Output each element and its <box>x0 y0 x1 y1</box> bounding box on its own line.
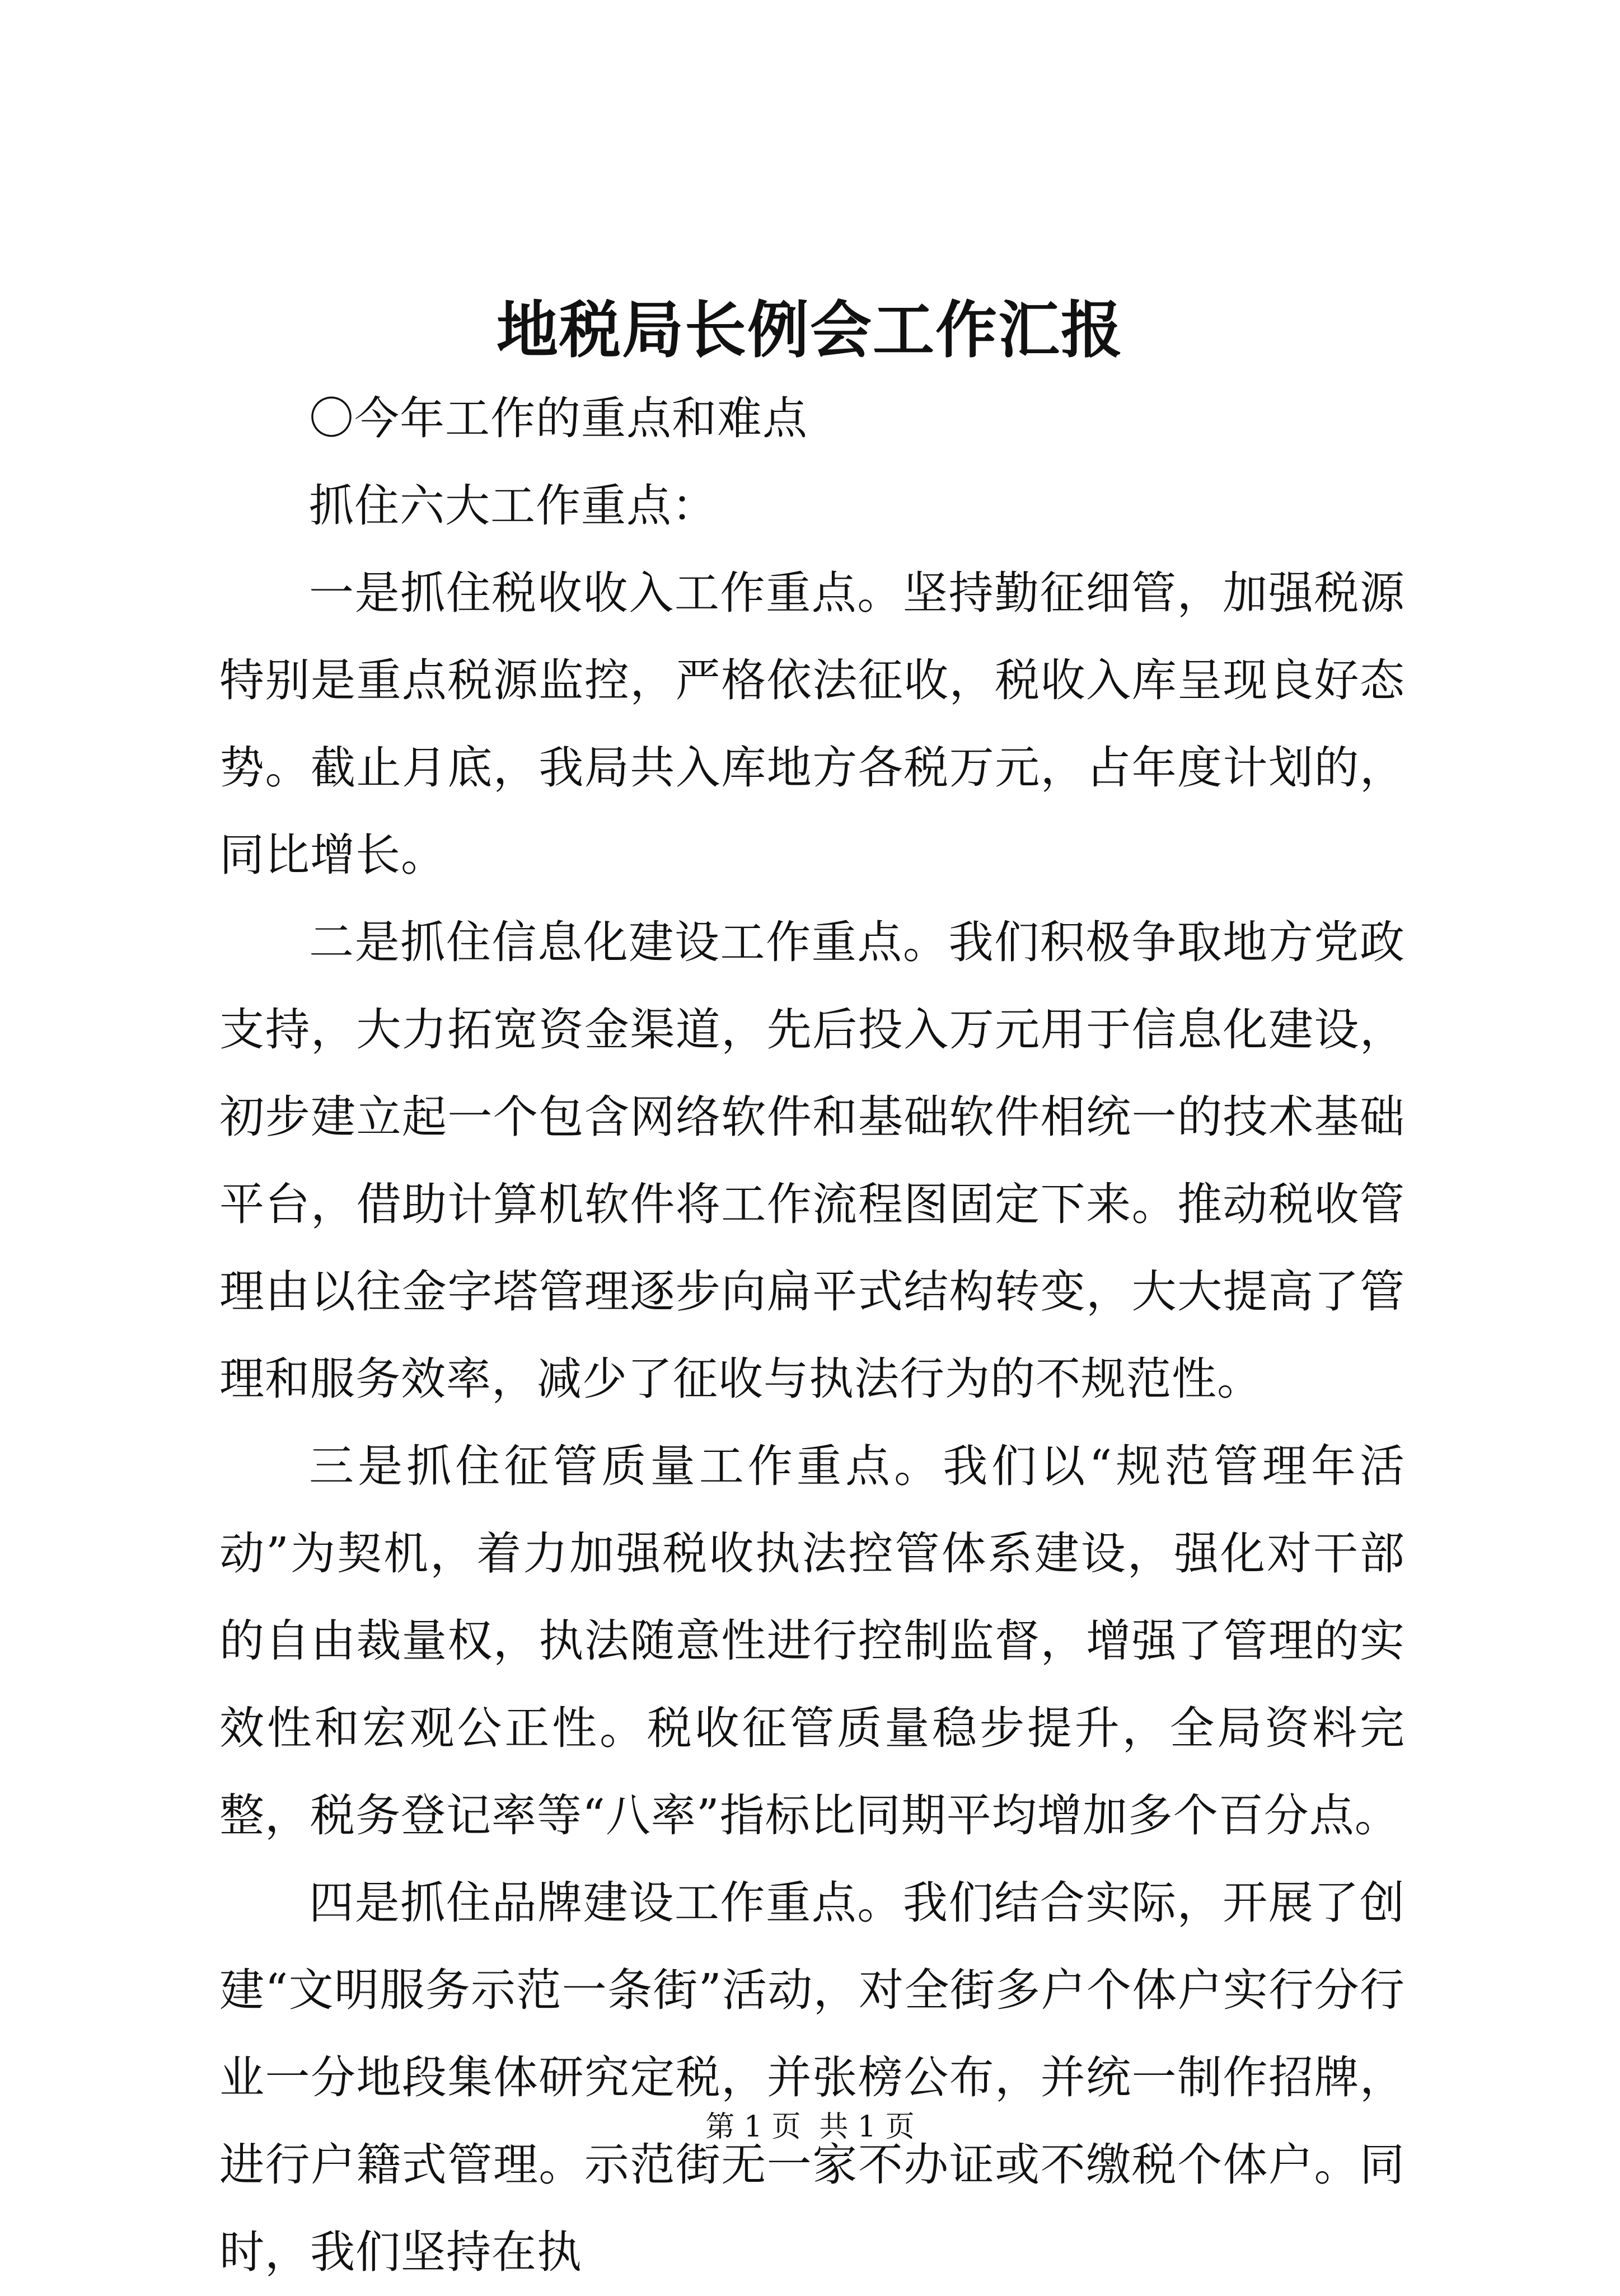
paragraph-key-points-intro: 抓住六大工作重点： <box>309 480 717 532</box>
paragraph-point-three: 三是抓住征管质量工作重点。我们以“规范管理年活动”为契机，着力加强税收执法控管体系建设，强化对干部的自由裁量权，执法随意性进行控制监督，增强了管理的实效性和宏观公正性。税收征管质量稳步提升，全局资料完整，税务登记率等“八率”指标比同期平均增加多个百分点。 <box>219 1440 1405 1842</box>
page-number-label: 第 1 页 共 1 页 <box>705 2110 915 2144</box>
paragraph-point-four: 四是抓住品牌建设工作重点。我们结合实际，开展了创建“文明服务示范一条街”活动，对全街多户个体户实行分行业一分地段集体研究定税，并张榜公布，并统一制作招牌，进行户籍式管理。示范街无一家不办证或不缴税个体户。同时，我们坚持在执 <box>219 1877 1405 2278</box>
page-footer <box>0 2107 1620 2147</box>
paragraph-point-two: 二是抓住信息化建设工作重点。我们积极争取地方党政支持，大力拓宽资金渠道，先后投入万元用于信息化建设，初步建立起一个包含网络软件和基础软件相统一的技术基础平台，借助计算机软件将工作流程图固定下来。推动税收管理由以往金字塔管理逐步向扁平式结构转变，大大提高了管理和服务效率，减少了征收与执法行为的不规范性。 <box>219 916 1405 1405</box>
paragraph-section-heading: 〇今年工作的重点和难点 <box>309 392 808 444</box>
paragraph-point-one: 一是抓住税收收入工作重点。坚持勤征细管，加强税源特别是重点税源监控，严格依法征收，税收入库呈现良好态势。截止月底，我局共入库地方各税万元，占年度计划的，同比增长。 <box>219 567 1405 881</box>
document-body <box>219 375 1405 2296</box>
document-title: 地税局长例会工作汇报 <box>497 294 1123 366</box>
